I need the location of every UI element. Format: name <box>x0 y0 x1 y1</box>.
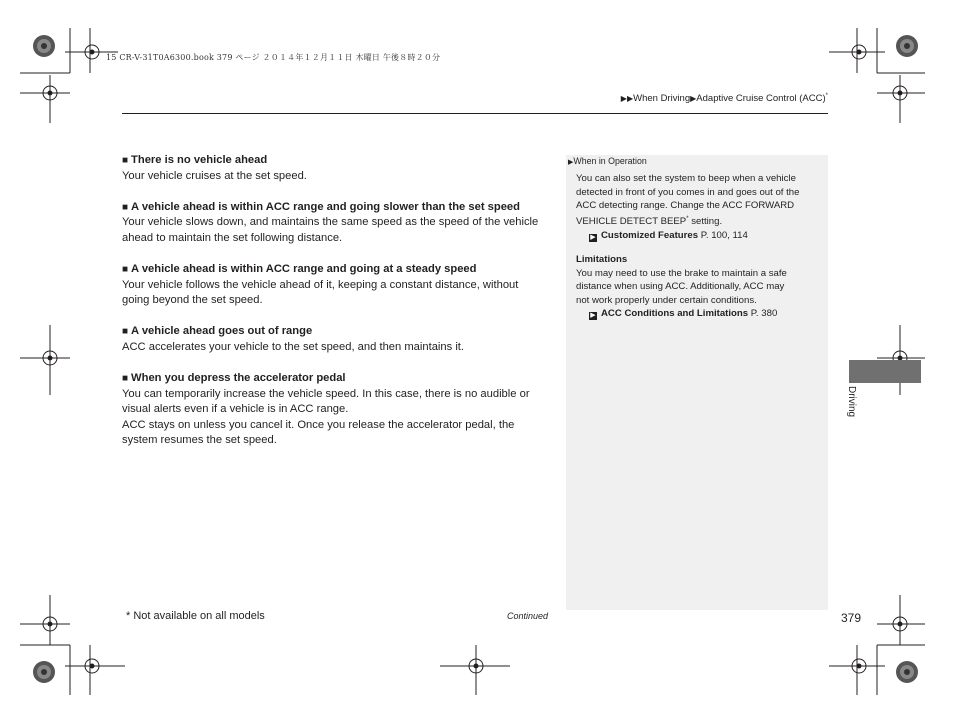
main-content <box>122 153 558 464</box>
breadcrumb <box>621 93 828 104</box>
sidebar-notes <box>566 155 828 610</box>
sidebar-line: detected in front of you comes in and goes out of the <box>576 186 800 198</box>
section-no-vehicle-ahead <box>122 153 558 184</box>
heading-text: A vehicle ahead is within ACC range and going slower than the set speed <box>131 200 520 213</box>
footnote: * Not available on all models <box>126 610 265 622</box>
breadcrumb-asterisk: * <box>825 93 828 99</box>
heading-text: When you depress the accelerator pedal <box>131 371 346 384</box>
body-line: Your vehicle cruises at the set speed. <box>122 169 307 182</box>
asterisk: * <box>686 215 689 222</box>
square-bullet-icon: ■ <box>122 326 129 338</box>
sidebar-line: distance when using ACC. Additionally, ACC may <box>576 281 785 293</box>
reference-page[interactable]: P. 100, 114 <box>698 229 748 241</box>
section-heading <box>122 324 558 340</box>
limitations-heading: Limitations <box>576 254 628 265</box>
body-line: Your vehicle follows the vehicle ahead of it, keeping a constant distance, without <box>122 278 519 291</box>
continued-label: Continued <box>507 611 549 621</box>
cross-reference-customized-features[interactable] <box>576 229 821 243</box>
sidebar-title <box>568 156 647 166</box>
body-line: going beyond the set speed. <box>122 294 263 307</box>
chapter-side-label: Driving <box>846 386 857 418</box>
sidebar-line: not work properly under certain conditions. <box>576 294 757 306</box>
section-heading <box>122 153 558 169</box>
page-number: 379 <box>841 611 862 625</box>
section-vehicle-out-of-range <box>122 324 558 355</box>
heading-text: A vehicle ahead is within ACC range and going at a steady speed <box>131 262 477 275</box>
section-steady-vehicle <box>122 262 558 309</box>
square-bullet-icon: ■ <box>122 155 129 166</box>
setting-name: VEHICLE DETECT BEEP <box>576 215 687 227</box>
setting-suffix: setting. <box>688 215 723 227</box>
square-bullet-icon: ■ <box>122 263 129 275</box>
section-heading <box>122 262 558 278</box>
sidebar-line: You can also set the system to beep when a vehicle <box>576 173 796 184</box>
body-line: visual alerts even if a vehicle is in ACC range. <box>122 403 349 416</box>
header-rule <box>122 113 828 114</box>
breadcrumb-item-acc[interactable]: Adaptive Cruise Control (ACC) <box>696 93 826 105</box>
body-line: ACC accelerates your vehicle to the set speed, and then maintains it. <box>122 340 465 353</box>
breadcrumb-item-when-driving[interactable]: When Driving <box>633 93 691 105</box>
reference-title[interactable]: ACC Conditions and Limitations <box>601 308 749 320</box>
chapter-side-tab <box>849 360 921 383</box>
reference-page[interactable]: P. 380 <box>748 308 778 320</box>
reference-arrow-icon: ▶ <box>590 233 596 241</box>
sidebar-paragraph <box>576 172 821 242</box>
section-heading <box>122 200 558 216</box>
sidebar-title-marker-icon: ▶ <box>568 159 574 166</box>
body-line: system resumes the set speed. <box>122 434 277 447</box>
sidebar-line <box>576 213 821 229</box>
section-slower-vehicle <box>122 200 558 247</box>
breadcrumb-marker-icon: ▶▶ <box>620 94 634 104</box>
sidebar-title-text: When in Operation <box>573 156 647 166</box>
sidebar-limitations <box>576 253 821 321</box>
square-bullet-icon: ■ <box>122 372 129 384</box>
square-bullet-icon: ■ <box>122 201 129 213</box>
heading-text: There is no vehicle ahead <box>131 154 268 166</box>
section-accelerator-pedal <box>122 371 558 449</box>
reference-title[interactable]: Customized Features <box>601 229 699 241</box>
body-line: ahead to maintain the set following distance. <box>122 231 343 244</box>
heading-text: A vehicle ahead goes out of range <box>131 325 313 338</box>
section-heading <box>122 371 558 387</box>
print-header: 15 CR-V-31T0A6300.book 379 ページ ２０１４年１２月１１日 木曜日 午後８時２０分 <box>106 53 441 62</box>
sidebar-line: ACC detecting range. Change the ACC FORWARD <box>576 200 795 212</box>
cross-reference-acc-limitations[interactable] <box>576 307 821 321</box>
body-line: You can temporarily increase the vehicle speed. In this case, there is no audible or <box>122 387 530 400</box>
body-line: ACC stays on unless you cancel it. Once you release the accelerator pedal, the <box>122 418 515 431</box>
sidebar-line: You may need to use the brake to maintain a safe <box>576 267 787 279</box>
breadcrumb-separator-icon: ▶ <box>690 94 697 104</box>
body-line: Your vehicle slows down, and maintains the same speed as the speed of the vehicle <box>122 216 539 229</box>
reference-arrow-icon: ▶ <box>590 312 596 320</box>
